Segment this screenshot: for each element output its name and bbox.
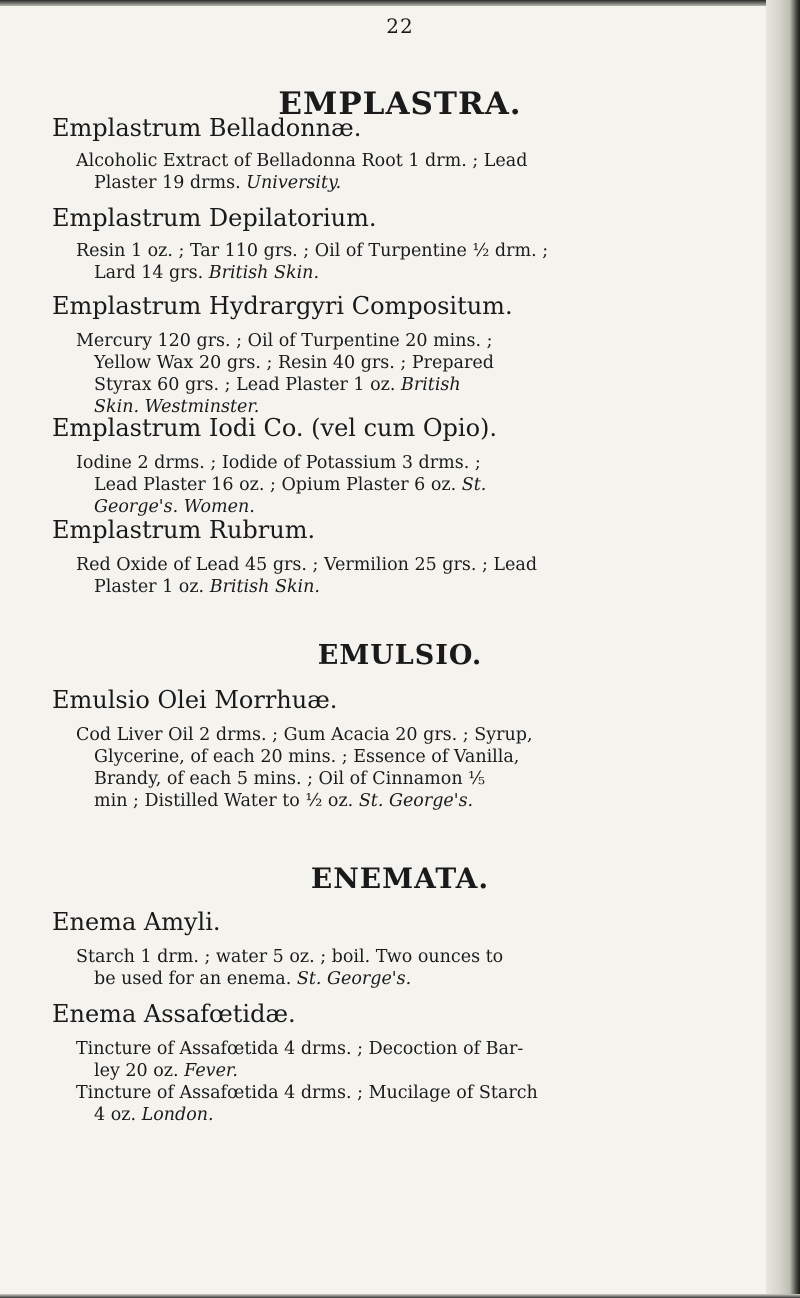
- entry-line-text: 4 oz.: [94, 1105, 137, 1125]
- entry-line: [76, 1104, 636, 1126]
- page-number: 22: [386, 14, 414, 38]
- source-label: St.: [461, 475, 487, 495]
- entry-title-amyli: Enema Amyli.: [52, 908, 221, 936]
- entry-line: Cod Liver Oil 2 drms. ; Gum Acacia 20 grs. ; Syrup,: [76, 725, 533, 745]
- entry-line: Starch 1 drm. ; water 5 oz. ; boil. Two ounces to: [76, 947, 504, 967]
- entry-line: [76, 474, 636, 496]
- entry-line: Resin 1 oz. ; Tar 110 grs. ; Oil of Turpentine ½ drm. ;: [76, 241, 549, 261]
- entry-line-text: Styrax 60 grs. ; Lead Plaster 1 oz.: [94, 375, 396, 395]
- entry-line: Yellow Wax 20 grs. ; Resin 40 grs. ; Prepared: [94, 353, 494, 373]
- source-label: Fever.: [184, 1061, 238, 1081]
- entry-line-text: min ; Distilled Water to ½ oz.: [94, 791, 354, 811]
- entry-body-belladonnae: [76, 150, 636, 194]
- section-title-enemata: ENEMATA.: [310, 862, 490, 895]
- entry-line-text: be used for an enema.: [94, 969, 292, 989]
- section-title-emplastra: EMPLASTRA.: [278, 86, 522, 122]
- entry-body-rubrum: [76, 554, 636, 598]
- source-label: University.: [246, 173, 342, 193]
- entry-line: Iodine 2 drms. ; Iodide of Potassium 3 drms. ;: [76, 453, 481, 473]
- source-label: British Skin.: [208, 263, 320, 283]
- entry-body-morrhuae: [76, 724, 636, 812]
- entry-line-text: Plaster 1 oz.: [94, 577, 205, 597]
- source-label: Skin. Westminster.: [94, 397, 260, 417]
- entry-body-iodi: [76, 452, 636, 518]
- entry-line: Glycerine, of each 20 mins. ; Essence of Vanilla,: [94, 747, 520, 767]
- entry-title-morrhuae: Emulsio Olei Morrhuæ.: [52, 686, 338, 714]
- entry-title-iodi: Emplastrum Iodi Co. (vel cum Opio).: [52, 414, 498, 442]
- entry-line: [76, 262, 636, 284]
- entry-title-depilatorium: Emplastrum Depilatorium.: [52, 204, 377, 232]
- entry-body-amyli: [76, 946, 636, 990]
- source-label: British Skin.: [209, 577, 320, 597]
- entry-title-rubrum: Emplastrum Rubrum.: [52, 516, 316, 544]
- page-bottom-edge: [0, 1294, 800, 1298]
- entry-body-hydrargyri: [76, 330, 636, 418]
- entry-line: Red Oxide of Lead 45 grs. ; Vermilion 25 grs. ; Lead: [76, 555, 538, 575]
- source-label: George's. Women.: [94, 497, 255, 517]
- source-label: St. George's.: [296, 969, 412, 989]
- entry-body-assafoetidae: [76, 1038, 636, 1126]
- entry-line: Tincture of Assafœtida 4 drms. ; Mucilage of Starch: [76, 1083, 538, 1103]
- source-label: London.: [141, 1105, 214, 1125]
- page-top-edge: [0, 0, 800, 6]
- entry-line: Alcoholic Extract of Belladonna Root 1 drm. ; Lead: [76, 151, 528, 171]
- entry-line: [76, 1060, 636, 1082]
- entry-title-hydrargyri: Emplastrum Hydrargyri Compositum.: [52, 292, 513, 320]
- entry-line-text: Lead Plaster 16 oz. ; Opium Plaster 6 oz.: [94, 475, 457, 495]
- entry-line: [76, 790, 636, 812]
- entry-line: Brandy, of each 5 mins. ; Oil of Cinnamon ⅕: [94, 769, 486, 789]
- entry-line: [76, 968, 636, 990]
- entry-line: [76, 172, 636, 194]
- entry-line: [76, 576, 636, 598]
- entry-line-text: Lard 14 grs.: [94, 263, 204, 283]
- entry-line: [76, 374, 636, 396]
- entry-line: Mercury 120 grs. ; Oil of Turpentine 20 mins. ;: [76, 331, 493, 351]
- entry-line: Tincture of Assafœtida 4 drms. ; Decoction of Bar-: [76, 1039, 524, 1059]
- section-title-emulsio: EMULSIO.: [317, 640, 483, 671]
- entry-line-text: Plaster 19 drms.: [94, 173, 241, 193]
- entry-title-belladonnae: Emplastrum Belladonnæ.: [52, 114, 362, 142]
- entry-body-depilatorium: [76, 240, 636, 284]
- source-label: British: [400, 375, 461, 395]
- entry-title-assafoetidae: Enema Assafœtidæ.: [52, 1000, 296, 1028]
- source-label: St. George's.: [358, 791, 474, 811]
- entry-line-text: ley 20 oz.: [94, 1061, 179, 1081]
